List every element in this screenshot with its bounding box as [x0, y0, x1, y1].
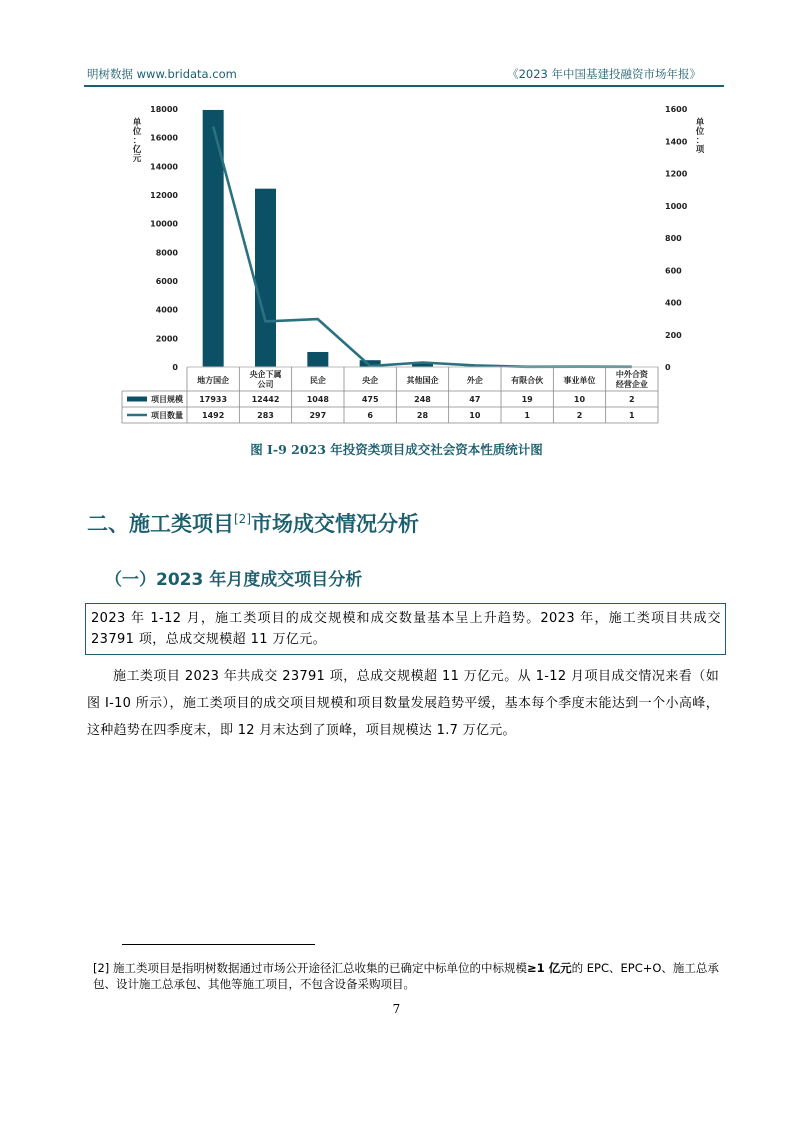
axis-unit-char: ：	[695, 136, 705, 146]
bar	[307, 352, 328, 367]
footnote-rule	[122, 944, 315, 945]
category-label: 央企	[362, 376, 379, 385]
category-label: 经营企业	[615, 380, 648, 389]
axis-unit-char: 位	[695, 127, 705, 137]
axis-unit-char: 项	[695, 145, 705, 155]
left-tick-label: 10000	[150, 219, 178, 229]
section-heading	[87, 508, 419, 538]
page-header-right: 《2023 年中国基建投融资市场年报》	[507, 67, 701, 81]
left-tick-label: 0	[172, 363, 178, 372]
table-value: 248	[414, 395, 431, 404]
table-value: 475	[361, 395, 379, 404]
axis-unit-char: 单	[695, 118, 705, 128]
right-tick-label: 1600	[665, 105, 688, 114]
section-heading-rest: 市场成交情况分析	[251, 512, 419, 536]
table-value: 1492	[202, 411, 225, 420]
subsection-heading: （一）2023 年月度成交项目分析	[105, 570, 363, 590]
footnote-text-post: 的 EPC、EPC+O、施工总承包、设计施工总承包、其他等施工项目，不包含设备采购项目。	[93, 961, 719, 991]
right-axis-unit	[695, 117, 705, 155]
category-label: 地方国企	[197, 376, 230, 385]
table-value: 28	[416, 411, 429, 420]
page-number: 7	[392, 1002, 401, 1016]
legend-swatch-bar	[127, 397, 147, 402]
category-label: 中外合资	[615, 370, 648, 379]
table-value: 2	[576, 411, 583, 420]
footnote-ref[interactable]: [2]	[234, 512, 251, 526]
category-label: 其他国企	[406, 376, 439, 385]
body-paragraph: 施工类项目 2023 年共成交 23791 项，总成交规模超 11 万亿元。从 1-12 月项目成交情况来看（如图 I-10 所示），施工类项目的成交项目规模和项目数量发展趋势平缓，基本每个季度末能达到一个小高峰，这种趋势在四季度末，即 12 月末达到了顶峰，项目规模达 1.7 万亿元。	[87, 669, 719, 738]
category-label: 有限合伙	[511, 376, 544, 385]
left-tick-label: 14000	[150, 162, 178, 172]
legend-label: 项目数量	[151, 411, 183, 420]
table-value: 19	[521, 395, 533, 404]
footnote-text-pre: [2] 施工类项目是指明树数据通过市场公开途径汇总收集的已确定中标单位的中标规模	[93, 961, 527, 975]
table-value: 297	[309, 411, 327, 420]
bar	[255, 189, 276, 367]
category-label: 外企	[466, 376, 483, 385]
summary-text: 2023 年 1-12 月，施工类项目的成交规模和成交数量基本呈上升趋势。2023 年，施工类项目共成交 23791 项，总成交规模超 11 万亿元。	[91, 611, 721, 647]
left-tick-label: 12000	[150, 191, 178, 200]
page-header-left: 明树数据 www.bridata.com	[87, 67, 237, 81]
summary-box	[85, 603, 726, 655]
table-value: 47	[469, 395, 481, 404]
left-tick-label: 6000	[155, 277, 178, 286]
table-value: 10	[573, 395, 586, 404]
right-tick-label: 1400	[665, 137, 688, 147]
right-tick-label: 0	[665, 363, 671, 372]
table-value: 10	[469, 411, 481, 420]
footnote	[93, 960, 723, 992]
legend-label: 项目规模	[151, 395, 183, 404]
table-value: 1	[629, 411, 635, 420]
table-value: 2	[629, 395, 635, 404]
left-tick-label: 18000	[150, 105, 178, 114]
table-value: 283	[257, 411, 274, 420]
right-tick-label: 400	[665, 298, 682, 308]
category-label: 公司	[257, 380, 274, 389]
table-value: 17933	[199, 395, 228, 404]
right-tick-label: 600	[665, 266, 682, 276]
category-label: 民企	[309, 376, 326, 385]
left-tick-label: 2000	[155, 334, 178, 344]
table-value: 1048	[306, 395, 329, 404]
right-tick-label: 800	[665, 234, 682, 243]
axis-unit-char: ：	[132, 136, 142, 146]
category-label: 央企下属	[249, 370, 282, 379]
left-tick-label: 16000	[150, 133, 178, 143]
table-value: 1	[524, 411, 530, 420]
investment-capital-nature-chart	[0, 0, 793, 440]
right-tick-label: 1200	[665, 169, 688, 179]
right-tick-label: 1000	[665, 201, 688, 211]
section-heading-main: 二、施工类项目	[87, 512, 234, 536]
left-tick-label: 4000	[155, 305, 178, 315]
left-axis-unit	[132, 117, 142, 164]
figure-caption: 图 I-9 2023 年投资类项目成交社会资本性质统计图	[250, 442, 543, 457]
axis-unit-char: 元	[132, 154, 142, 164]
bar	[203, 110, 224, 367]
footnote-text-bold: ≥1 亿元	[526, 961, 572, 975]
axis-unit-char: 位	[132, 127, 142, 137]
table-value: 12442	[251, 395, 280, 404]
right-tick-label: 200	[665, 330, 682, 340]
left-tick-label: 8000	[155, 248, 178, 258]
axis-unit-char: 单	[132, 118, 142, 128]
axis-unit-char: 亿	[132, 145, 142, 155]
table-value: 6	[367, 411, 373, 420]
category-label: 事业单位	[563, 376, 596, 385]
